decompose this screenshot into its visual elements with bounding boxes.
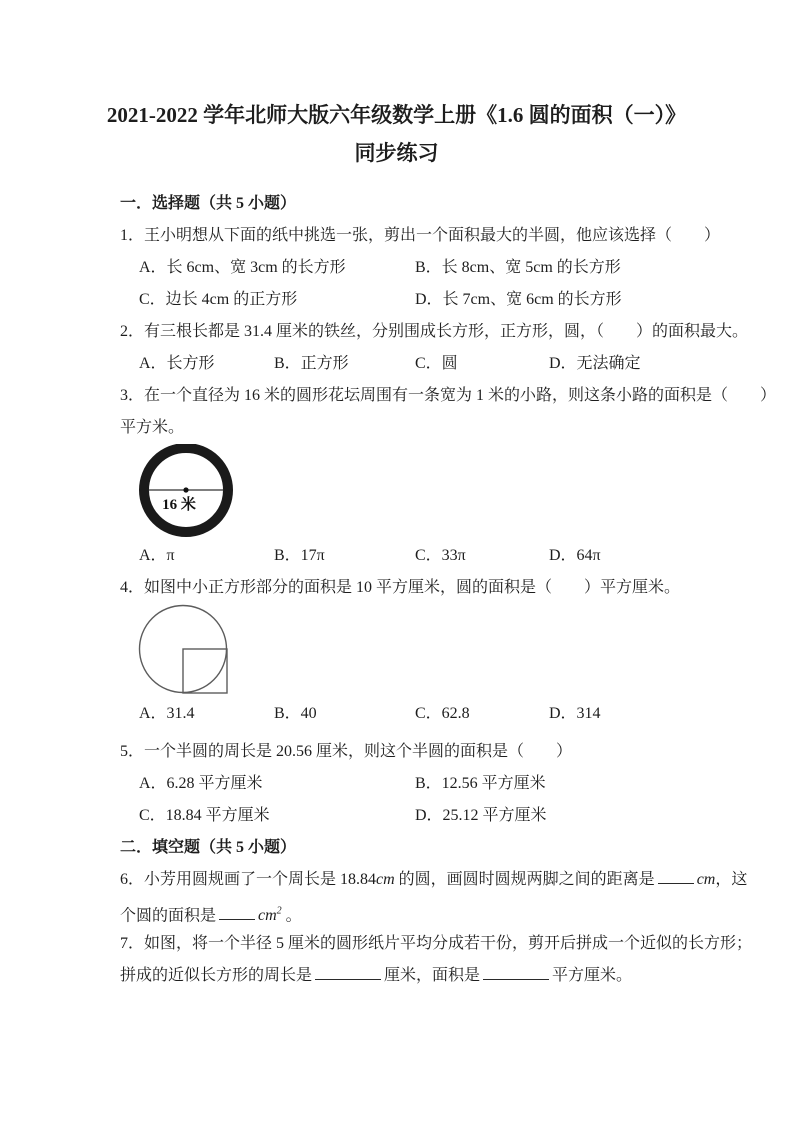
q3-text-line1: 3．在一个直径为 16 米的圆形花坛周围有一条宽为 1 米的小路，则这条小路的面积是（ ） <box>120 387 777 404</box>
q5-text: 5．一个半圆的周长是 20.56 厘米，则这个半圆的面积是（ ） <box>120 743 573 760</box>
q6-blank-1 <box>658 868 694 884</box>
q4-circle-square-figure <box>138 604 793 694</box>
q2-option-b: B．正方形 <box>274 355 349 372</box>
q7-blank-1 <box>315 964 381 980</box>
q4-option-d: D．314 <box>549 705 601 722</box>
q6-unit-cm2-sup: 2 <box>276 906 282 917</box>
q1-option-d: D．长 7cm、宽 6cm 的长方形 <box>415 291 622 308</box>
circle-with-square-figure <box>138 604 234 696</box>
q3-text-line2: 平方米。 <box>120 419 185 436</box>
q4-option-c: C．62.8 <box>415 705 470 722</box>
q4-option-b: B．40 <box>274 705 317 722</box>
q1-option-c: C．边长 4cm 的正方形 <box>139 291 298 308</box>
q4-options-row <box>120 698 793 730</box>
q6-line1-seg2: 的圆，画圆时圆规两脚之间的距离是 <box>394 871 655 888</box>
q7-line2-seg2: 厘米，面积是 <box>384 967 481 984</box>
q7-line2-seg3: 平方厘米。 <box>552 967 633 984</box>
q6-blank-2 <box>219 904 255 920</box>
q3-option-b: B．17π <box>274 547 325 564</box>
q3-option-a: A．π <box>139 547 175 564</box>
q3-flowerbed-figure <box>138 444 793 540</box>
q2-options-row <box>120 348 793 380</box>
q1-option-a: A．长 6cm、宽 3cm 的长方形 <box>139 259 346 276</box>
q5-options-row1 <box>120 768 793 800</box>
q3-option-c: C．33π <box>415 547 466 564</box>
q6-unit-cm-1: cm <box>376 871 395 888</box>
q7-blank-2 <box>483 964 549 980</box>
q1-options-row1 <box>120 252 793 284</box>
doc-title-line1: 2021-2022 学年北师大版六年级数学上册《1.6 圆的面积（一）》 <box>106 103 687 127</box>
q2-option-c: C．圆 <box>415 355 458 372</box>
section-fill-heading: 二．填空题（共 5 小题） <box>120 839 297 856</box>
q5-option-c: C．18.84 平方厘米 <box>139 807 270 824</box>
q6-text-line1 <box>120 864 793 896</box>
q6-unit-cm2 <box>258 907 282 924</box>
q7-text-line2 <box>120 960 793 992</box>
q1-options-row2 <box>120 284 793 316</box>
q2-text: 2．有三根长都是 31.4 厘米的铁丝，分别围成长方形，正方形，圆，（ ）的面积最大。 <box>120 323 749 340</box>
doc-title-line2: 同步练习 <box>354 141 439 165</box>
q3-option-d: D．64π <box>549 547 601 564</box>
q6-line2-seg2: 。 <box>281 907 302 925</box>
q1-option-b: B．长 8cm、宽 5cm 的长方形 <box>415 259 621 276</box>
q7-text-line1: 7．如图，将一个半径 5 厘米的圆形纸片平均分成若干份，剪开后拼成一个近似的长方形； <box>120 935 753 952</box>
q5-option-d: D．25.12 平方厘米 <box>415 807 547 824</box>
q2-option-a: A．长方形 <box>139 355 215 372</box>
q7-line2-seg1: 拼成的近似长方形的周长是 <box>120 967 313 984</box>
q6-text-line2 <box>120 896 793 928</box>
q6-line1-seg3: ，这 <box>715 871 748 888</box>
q6-line2-seg1: 个圆的面积是 <box>120 907 217 925</box>
q1-text: 1．王小明想从下面的纸中挑选一张，剪出一个面积最大的半圆，他应该选择（ ） <box>120 227 721 244</box>
q5-options-row2 <box>120 800 793 832</box>
q5-option-b: B．12.56 平方厘米 <box>415 775 546 792</box>
q6-unit-cm2-base: cm <box>258 907 277 925</box>
q6-unit-cm-2: cm <box>696 871 716 888</box>
q5-option-a: A．6.28 平方厘米 <box>139 775 263 792</box>
q6-line1-seg1: 6．小芳用圆规画了一个周长是 18.84 <box>120 871 377 888</box>
q3-options-row <box>120 540 793 572</box>
q4-text: 4．如图中小正方形部分的面积是 10 平方厘米，圆的面积是（ ）平方厘米。 <box>120 579 681 596</box>
section-choice-heading: 一．选择题（共 5 小题） <box>120 195 297 212</box>
q2-option-d: D．无法确定 <box>549 355 641 372</box>
circle-ring-diameter-figure <box>138 444 242 540</box>
q4-option-a: A．31.4 <box>139 705 195 722</box>
diameter-label: 16 米 <box>162 497 196 513</box>
